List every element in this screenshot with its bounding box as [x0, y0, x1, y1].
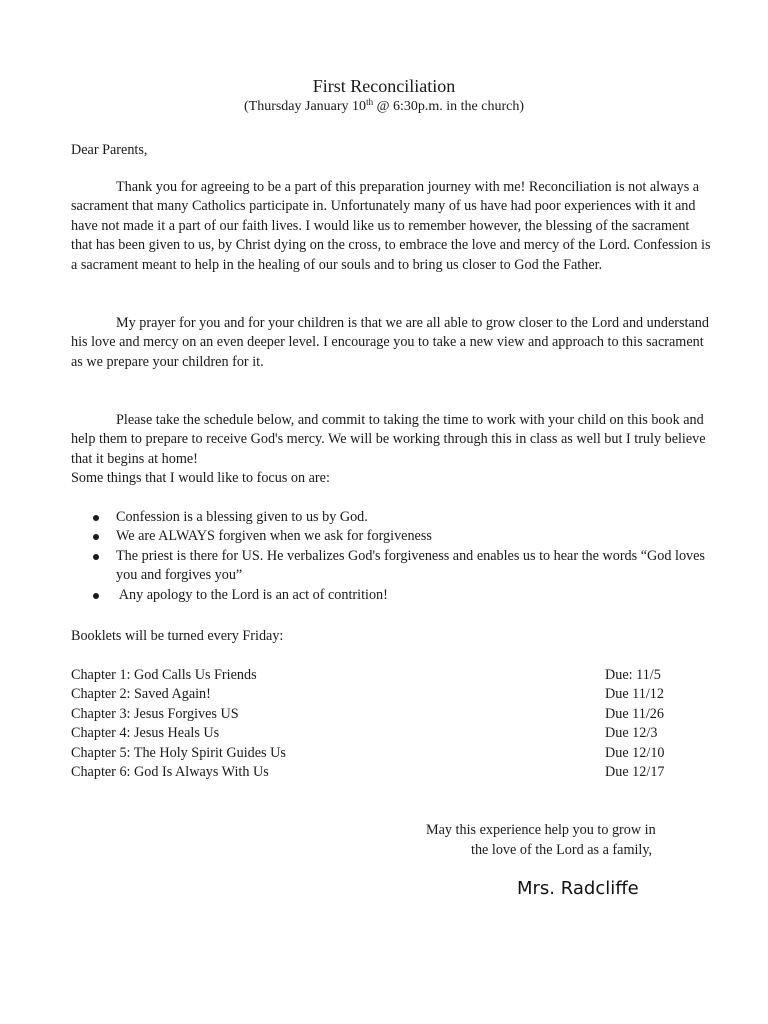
- bullet-dot-icon: [93, 554, 99, 560]
- paragraph-schedule-request: Please take the schedule below, and commit to taking the time to work with your child on this book and help them to prepare to receive God's mercy. We will be working through this in class as well but I truly believe that it begins at home!: [71, 412, 706, 467]
- list-item-text: Confession is a blessing given to us by God.: [116, 509, 368, 525]
- list-item-text: The priest is there for US. He verbalizes God's forgiveness and enables us to hear the words “God loves you and forgives you”: [116, 547, 705, 584]
- bullet-dot-icon: [93, 515, 99, 521]
- list-item: [71, 508, 711, 527]
- list-item-text: Any apology to the Lord is an act of contrition!: [116, 586, 388, 603]
- booklets-note: Booklets will be turned every Friday:: [71, 628, 284, 644]
- due-date: Due 11/26: [605, 705, 664, 722]
- due-date: Due 12/3: [605, 725, 658, 742]
- list-item: [71, 586, 711, 605]
- schedule-row: [71, 705, 711, 724]
- letter-title: First Reconciliation: [312, 76, 456, 96]
- list-item: [71, 527, 711, 546]
- schedule-row: [71, 685, 711, 704]
- due-date: Due: 11/5: [605, 667, 661, 683]
- due-date: Due 12/10: [605, 744, 665, 761]
- event-details-ordinal: th: [366, 97, 374, 107]
- focus-list: [71, 508, 711, 605]
- event-details-date: (Thursday January 10: [243, 99, 367, 114]
- focus-intro: Some things that I would like to focus on are:: [71, 470, 330, 486]
- chapter-title: Chapter 5: The Holy Spirit Guides Us: [71, 744, 286, 761]
- schedule-row: [71, 744, 711, 763]
- chapter-title: Chapter 4: Jesus Heals Us: [71, 725, 220, 742]
- due-date: Due 11/12: [605, 686, 664, 703]
- chapter-schedule: [71, 666, 711, 782]
- chapter-title: Chapter 1: God Calls Us Friends: [71, 667, 257, 683]
- signature: Mrs. Radcliffe: [517, 878, 639, 899]
- chapter-title: Chapter 3: Jesus Forgives US: [71, 705, 239, 722]
- event-details: [0, 98, 768, 116]
- due-date: Due 12/17: [605, 763, 665, 780]
- chapter-title: Chapter 6: God Is Always With Us: [71, 763, 269, 780]
- paragraph-intro: Thank you for agreeing to be a part of this preparation journey with me! Reconciliation is not always a sacrament that many Catholics participate in. Unfortunately many of us have had poor experiences with it and have not made it a part of our faith lives. I would like us to remember however, the blessing of the sacrament that has been given to us, by Christ dying on the cross, to embrace the love and mercy of the Lord. Confession is a sacrament meant to help in the healing of our souls and to bring us closer to God the Father.: [71, 179, 711, 273]
- closing-line-2: the love of the Lord as a family,: [471, 842, 653, 858]
- schedule-row: [71, 666, 711, 685]
- bullet-dot-icon: [93, 534, 99, 540]
- bullet-dot-icon: [93, 593, 99, 599]
- list-item-text: We are ALWAYS forgiven when we ask for forgiveness: [116, 528, 432, 545]
- chapter-title: Chapter 2: Saved Again!: [71, 686, 211, 703]
- closing-line-1: May this experience help you to grow in: [426, 822, 656, 838]
- paragraph-prayer: My prayer for you and for your children is that we are all able to grow closer to the Lord and understand his love and mercy on an even deeper level. I encourage you to take a new view and approach to this sacrament as we prepare your children for it.: [71, 315, 709, 370]
- schedule-row: [71, 724, 711, 743]
- salutation: Dear Parents,: [71, 142, 148, 158]
- event-details-time-place: @ 6:30p.m. in the church): [373, 99, 524, 114]
- list-item: [71, 547, 711, 586]
- schedule-row: [71, 763, 711, 782]
